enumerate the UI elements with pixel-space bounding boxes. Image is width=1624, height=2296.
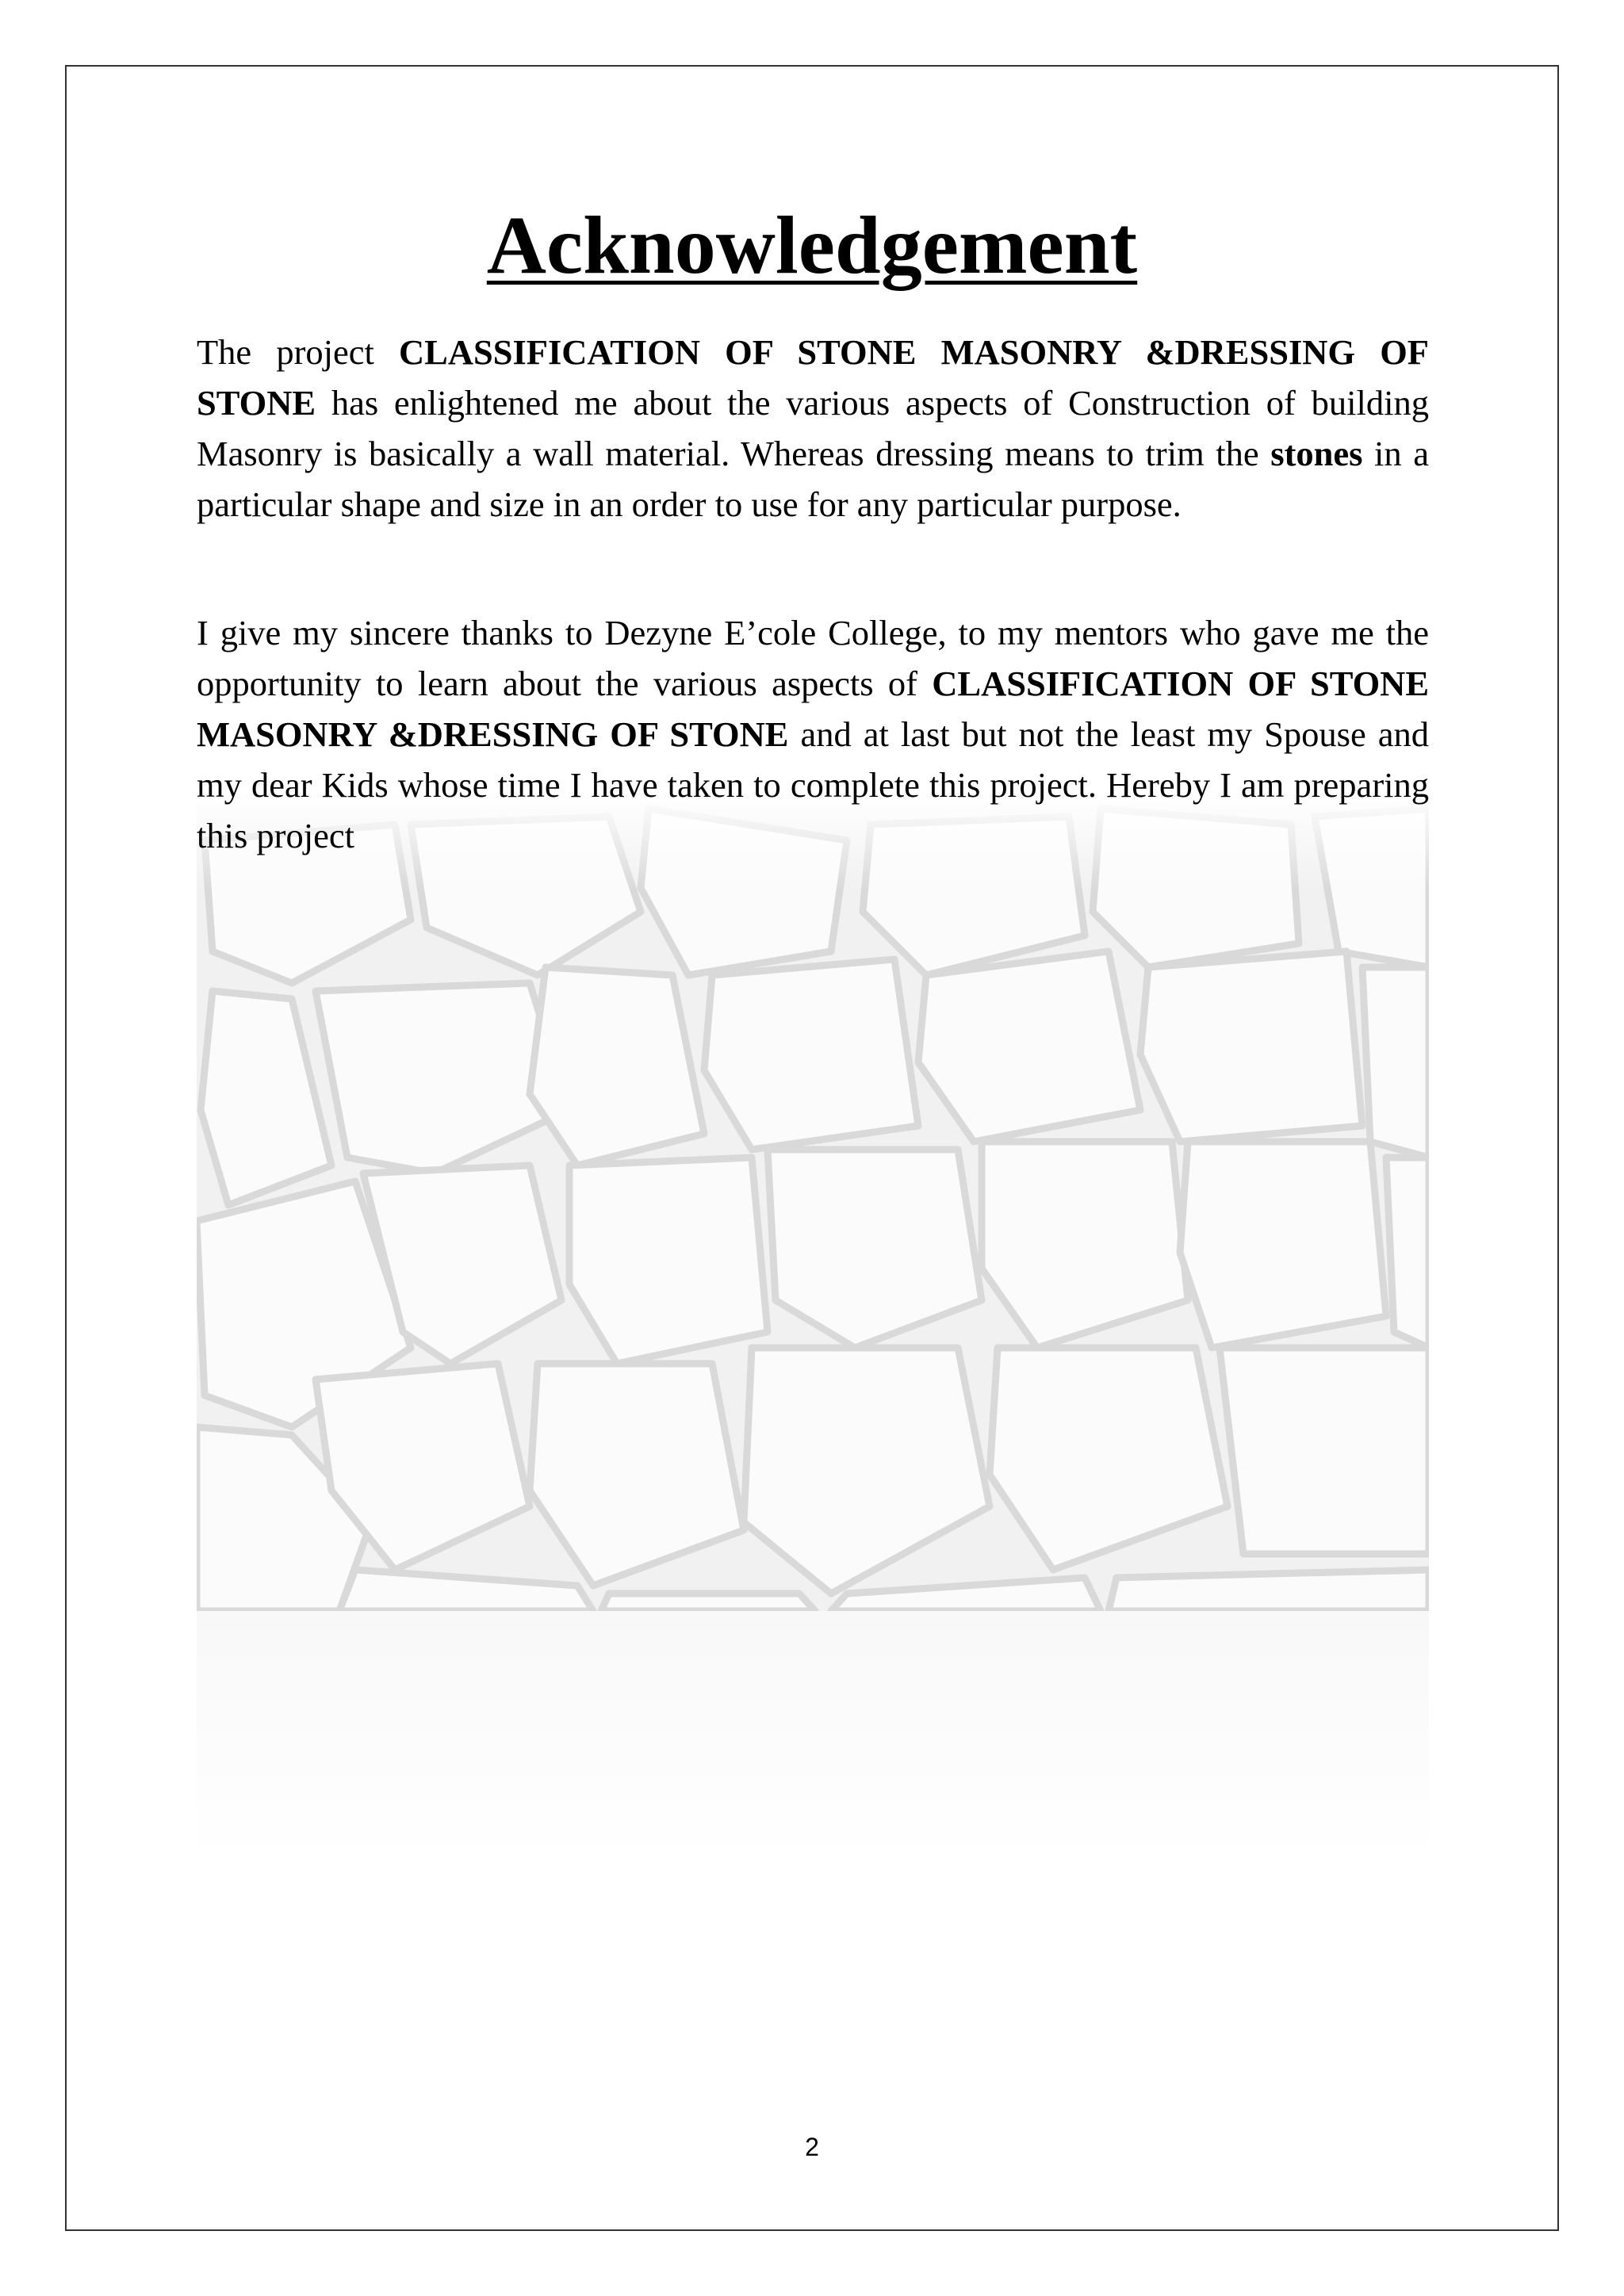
stones-bold: stones <box>1270 434 1363 473</box>
project-title-bold: CLASSIFICATION OF STONE MASONRY &DRESSING OF STONE <box>197 332 1429 423</box>
page-number: 2 <box>805 2133 819 2161</box>
text-run: and at last but not the least my Spouse and my dear Kids whose time I have taken to complete this project. Hereby I am preparing this project <box>197 714 1430 855</box>
project-title-bold: CLASSIFICATION OF STONE MASONRY &DRESSING OF STONE <box>197 664 1429 754</box>
acknowledgement-paragraph-1 <box>197 327 1429 530</box>
text-run: The project <box>197 332 400 372</box>
text-run: has enlightened me about the various aspects of Construction of building Masonry is basically a wall material. Whereas dressing means to trim the <box>197 383 1429 473</box>
stone-wall-background <box>197 793 1429 1611</box>
text-run: I give my sincere thanks to Dezyne E’cole College, to my mentors who gave me the opportunity to learn about the various aspects of <box>197 613 1429 703</box>
page-title: Acknowledgement <box>486 200 1138 291</box>
text-run: in a particular shape and size in an order to use for any particular purpose. <box>197 434 1429 524</box>
acknowledgement-paragraph-2 <box>197 607 1429 861</box>
